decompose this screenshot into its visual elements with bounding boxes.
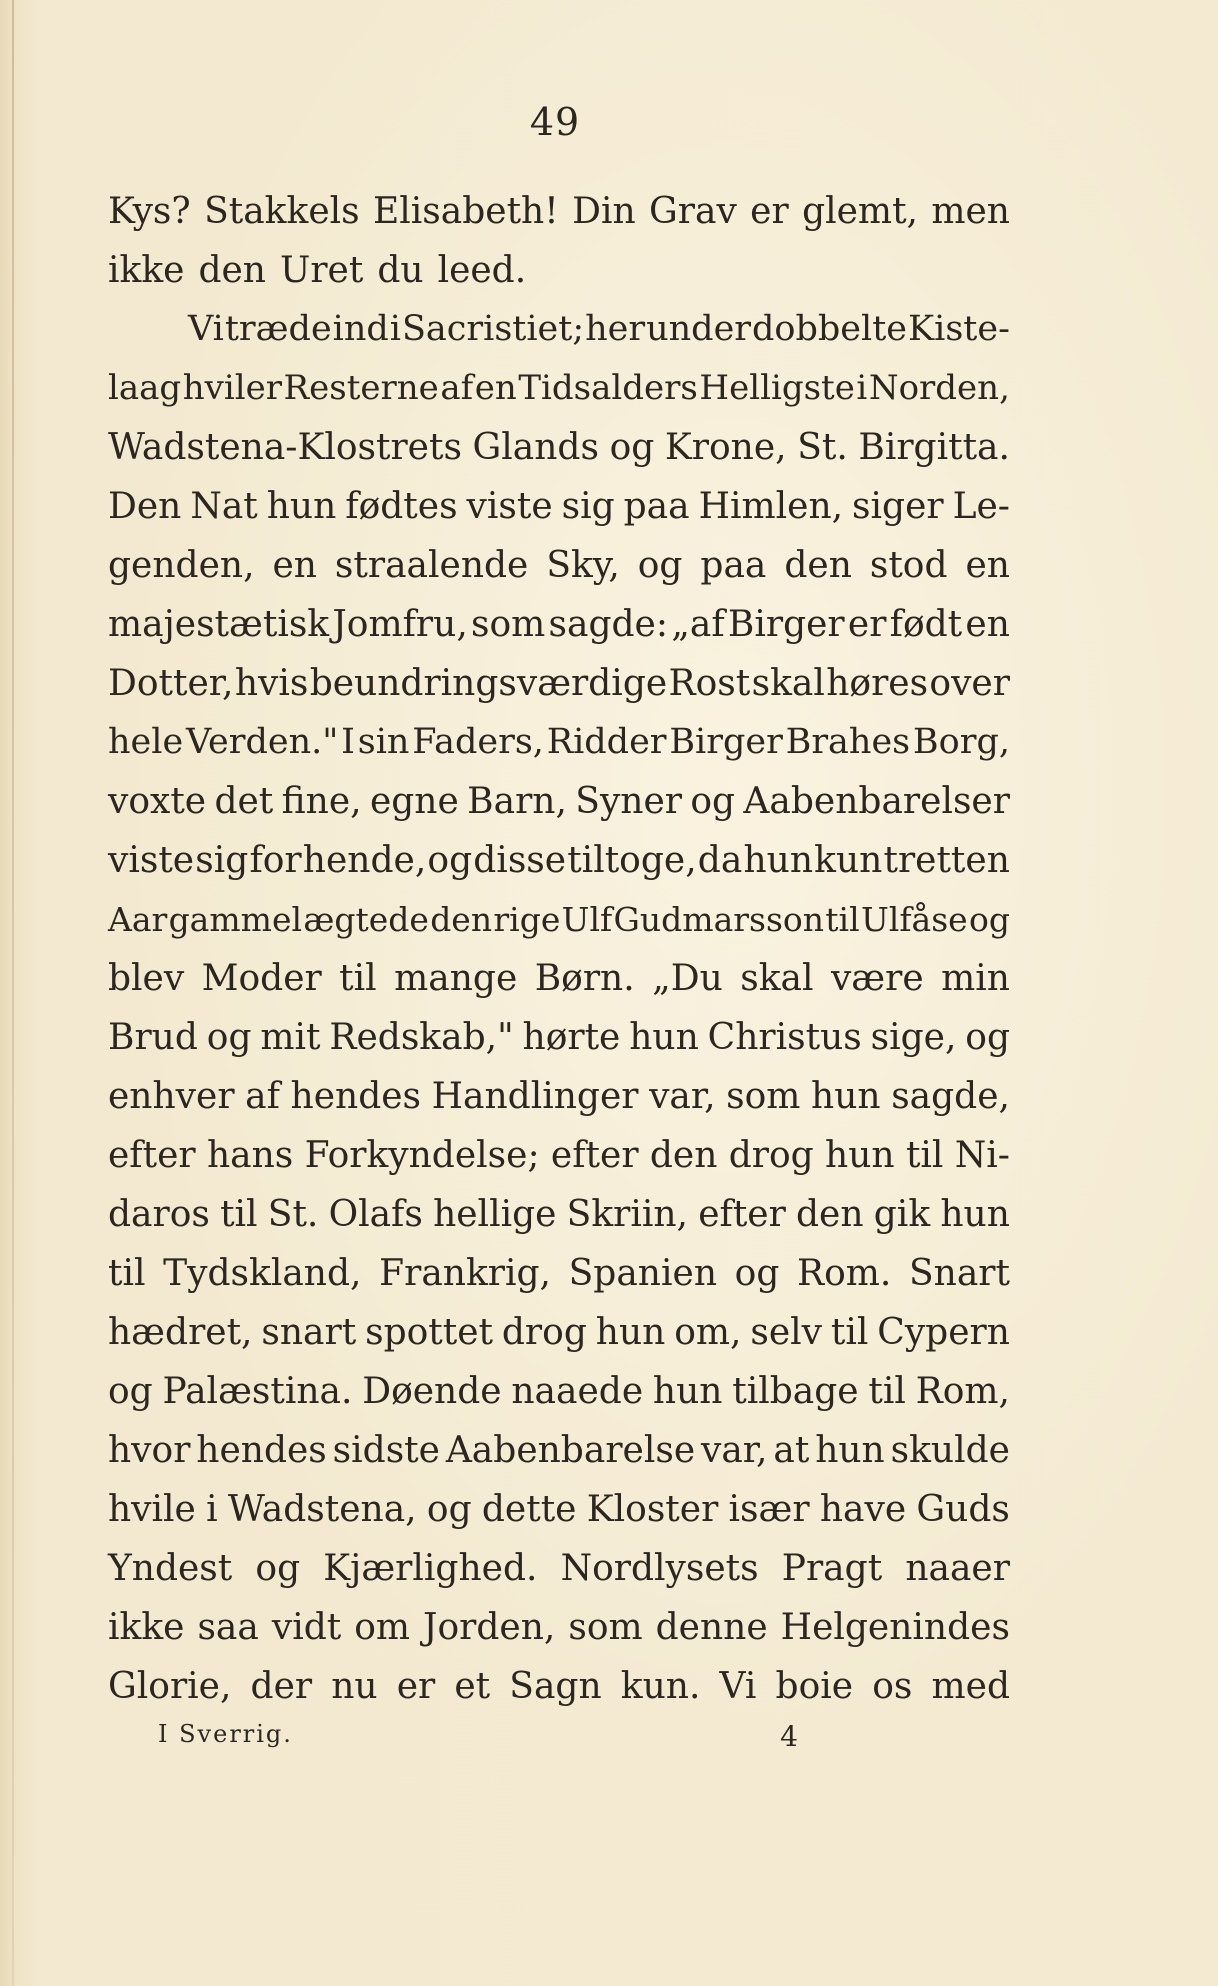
word: mit	[260, 1017, 321, 1058]
word: hviler	[182, 368, 282, 408]
word: hun	[629, 1017, 699, 1058]
word: hædret,	[108, 1312, 253, 1353]
word: Stakkels	[204, 191, 360, 232]
text-line	[108, 182, 1010, 241]
word: den	[649, 1135, 718, 1176]
word: at	[773, 1430, 810, 1471]
word: som	[726, 1076, 801, 1117]
word: og	[637, 545, 683, 586]
word: tretten	[883, 840, 1010, 881]
word: denne	[655, 1607, 768, 1648]
word: egne	[369, 781, 459, 822]
text-line	[108, 1598, 1010, 1657]
word: af	[440, 368, 474, 408]
word: Sagn	[509, 1666, 602, 1707]
word: Vi	[719, 1666, 757, 1707]
word: Forkyndelse;	[304, 1135, 540, 1176]
word: Brahes	[785, 722, 911, 762]
text-line	[108, 595, 1010, 654]
word: sin	[357, 722, 410, 762]
word: det	[214, 781, 274, 822]
page-footer	[158, 1720, 798, 1753]
word: Palæstina.	[162, 1371, 353, 1412]
text-line	[108, 1303, 1010, 1362]
word: og	[968, 900, 1010, 939]
text-line	[108, 241, 1010, 300]
text-line	[108, 1539, 1010, 1598]
word: i	[206, 1489, 218, 1530]
word: den	[430, 900, 493, 939]
word: ikke	[108, 1607, 185, 1648]
word: under	[646, 309, 752, 349]
word: Verden."	[185, 722, 339, 762]
word: viste	[108, 840, 195, 881]
word: Himlen,	[698, 486, 844, 527]
word: sig	[561, 486, 615, 527]
word: Gudmarsson	[613, 900, 825, 939]
word: viste	[466, 486, 553, 527]
word: St.	[267, 1194, 319, 1235]
word: Faders,	[412, 722, 544, 762]
word: tiltoge,	[567, 840, 697, 881]
word: Rost	[668, 663, 751, 704]
word: Syner	[575, 781, 682, 822]
word: Tidsalders	[518, 368, 698, 408]
text-line	[108, 359, 1010, 418]
signature-number: 4	[780, 1720, 798, 1753]
word: kun	[814, 840, 883, 881]
word: med	[931, 1666, 1010, 1707]
word: Uret	[280, 250, 364, 291]
word: Børn.	[534, 958, 635, 999]
word: vidt	[271, 1607, 342, 1648]
word: Ridder	[546, 722, 667, 762]
word: efter	[698, 1194, 786, 1235]
word: leed.	[437, 250, 527, 291]
word: var,	[649, 1076, 716, 1117]
word: en	[272, 545, 317, 586]
text-line	[108, 1362, 1010, 1421]
word: og	[426, 1489, 472, 1530]
word: gammel	[168, 900, 303, 939]
word: Ulf	[561, 900, 613, 939]
word: Aabenbarelse	[445, 1430, 696, 1471]
word: et	[454, 1666, 491, 1707]
word: rige	[493, 900, 561, 939]
word: tilbage	[732, 1371, 859, 1412]
text-line	[108, 949, 1010, 1008]
word: Kloster	[586, 1489, 719, 1530]
word: disse	[473, 840, 567, 881]
word: af	[245, 1076, 280, 1117]
word: en	[965, 604, 1010, 645]
word: sige,	[870, 1017, 957, 1058]
signature-mark: I Sverrig.	[158, 1720, 293, 1748]
word: da	[697, 840, 743, 881]
word: Le-	[952, 486, 1010, 527]
body-text	[108, 182, 1010, 1716]
text-line	[108, 772, 1010, 831]
word: Guds	[916, 1489, 1010, 1530]
word: en	[474, 368, 517, 408]
word: „Du	[652, 958, 723, 999]
word: i	[389, 309, 401, 349]
word: der	[250, 1666, 313, 1707]
word: hvis	[234, 663, 309, 704]
word: I	[341, 722, 355, 762]
word: Aabenbarelser	[743, 781, 1010, 822]
word: kun.	[620, 1666, 701, 1707]
word: Vi	[188, 309, 224, 349]
word: født	[889, 604, 963, 645]
text-line	[108, 1126, 1010, 1185]
word: men	[931, 191, 1010, 232]
text-line	[108, 831, 1010, 890]
word: enhver	[108, 1076, 235, 1117]
word: træde	[224, 309, 332, 349]
word: Dotter,	[108, 663, 234, 704]
word: Yndest	[108, 1548, 233, 1589]
word: sig	[195, 840, 249, 881]
word: Ulfåse	[860, 900, 968, 939]
word: til	[825, 900, 860, 939]
word: paa	[623, 486, 690, 527]
word: Aar	[108, 900, 168, 939]
word: her	[585, 309, 646, 349]
word: fine,	[281, 781, 362, 822]
word: genden,	[108, 545, 255, 586]
word: hans	[206, 1135, 294, 1176]
word: Resterne	[283, 368, 439, 408]
word: Norden,	[868, 368, 1010, 408]
word: Birgitta.	[858, 427, 1010, 468]
word: som	[568, 1607, 643, 1648]
word: til	[868, 1371, 906, 1412]
word: skal	[740, 958, 814, 999]
word: og	[609, 427, 655, 468]
word: paa	[700, 545, 767, 586]
word: ind	[332, 309, 389, 349]
word: boie	[775, 1666, 854, 1707]
word: hun	[811, 1076, 881, 1117]
word: er	[750, 191, 789, 232]
word: til	[339, 958, 377, 999]
word: laag	[108, 368, 182, 408]
word: hendes	[196, 1430, 327, 1471]
word: i	[856, 368, 868, 408]
word: naaer	[905, 1548, 1010, 1589]
word: Kys?	[108, 191, 191, 232]
word: og	[108, 1371, 153, 1412]
word: om,	[674, 1312, 742, 1353]
word: sagde:	[548, 604, 668, 645]
word: majestætisk	[108, 604, 330, 645]
word: Ni-	[954, 1135, 1010, 1176]
word: fødtes	[345, 486, 458, 527]
word: skal	[751, 663, 825, 704]
word: Olafs	[328, 1194, 423, 1235]
word: Nat	[190, 486, 258, 527]
word: og	[965, 1017, 1010, 1058]
word: var,	[701, 1430, 768, 1471]
word: voxte	[108, 781, 207, 822]
word: til	[905, 1135, 944, 1176]
word: saa	[197, 1607, 259, 1648]
word: Christus	[707, 1017, 862, 1058]
word: især	[728, 1489, 810, 1530]
word: Redskab,"	[329, 1017, 514, 1058]
word: høres	[826, 663, 929, 704]
word: gik	[873, 1194, 931, 1235]
word: Helligste	[699, 368, 855, 408]
word: Krone,	[664, 427, 787, 468]
word: Frankrig,	[379, 1253, 551, 1294]
word: Wadstena-Klostrets	[108, 427, 462, 468]
word: efter	[550, 1135, 639, 1176]
word: straalende	[334, 545, 529, 586]
word: have	[819, 1489, 907, 1530]
word: Sky,	[546, 545, 620, 586]
text-line	[108, 536, 1010, 595]
word: min	[941, 958, 1010, 999]
word: nu	[331, 1666, 378, 1707]
word: om	[354, 1607, 411, 1648]
word: Skriin,	[566, 1194, 688, 1235]
word: den	[198, 250, 266, 291]
word: en	[965, 545, 1010, 586]
word: sidste	[332, 1430, 440, 1471]
word: efter	[108, 1135, 196, 1176]
word: ikke	[108, 250, 185, 291]
word: Kjærlighed.	[323, 1548, 538, 1589]
word: Helgenindes	[780, 1607, 1010, 1648]
word: Din	[572, 191, 636, 232]
word: Jomfru,	[332, 604, 468, 645]
word: naaede	[511, 1371, 644, 1412]
word: Glorie,	[108, 1666, 232, 1707]
word: Handlinger	[431, 1076, 639, 1117]
word: som	[471, 604, 546, 645]
word: for	[249, 840, 302, 881]
word: sagde,	[891, 1076, 1010, 1117]
word: Snart	[909, 1253, 1010, 1294]
word: Grav	[649, 191, 737, 232]
word: „af	[671, 604, 725, 645]
word: Rom.	[797, 1253, 892, 1294]
word: over	[929, 663, 1010, 704]
word: dette	[481, 1489, 577, 1530]
word: Tydskland,	[163, 1253, 362, 1294]
word: drog	[501, 1312, 587, 1353]
word: være	[830, 958, 924, 999]
text-line	[108, 1244, 1010, 1303]
page-number: 49	[529, 100, 581, 144]
word: hørte	[522, 1017, 621, 1058]
text-line	[108, 300, 1010, 359]
word: Sacristiet;	[401, 309, 585, 349]
word: den	[784, 545, 852, 586]
text-line	[108, 1008, 1010, 1067]
word: hun	[825, 1135, 895, 1176]
word: hendes	[290, 1076, 422, 1117]
word: og	[255, 1548, 301, 1589]
word: Elisabeth!	[372, 191, 559, 232]
word: hvor	[108, 1430, 191, 1471]
word: til	[220, 1194, 258, 1235]
word: Rom,	[915, 1371, 1010, 1412]
text-line	[108, 418, 1010, 477]
word: St.	[797, 427, 848, 468]
word: beundringsværdige	[309, 663, 668, 704]
word: Borg,	[912, 722, 1010, 762]
word: snart	[261, 1312, 357, 1353]
word: Moder	[201, 958, 322, 999]
text-line	[108, 477, 1010, 536]
word: Glands	[472, 427, 599, 468]
word: drog	[728, 1135, 814, 1176]
word: Birger	[727, 604, 845, 645]
word: hellige	[433, 1194, 557, 1235]
word: hun	[815, 1430, 885, 1471]
word: hvile	[108, 1489, 196, 1530]
word: Cypern	[877, 1312, 1010, 1353]
word: stod	[869, 545, 948, 586]
word: den	[796, 1194, 864, 1235]
word: til	[108, 1253, 146, 1294]
word: Birger	[669, 722, 783, 762]
word: hun	[743, 840, 814, 881]
word: er	[847, 604, 887, 645]
word: Barn,	[467, 781, 567, 822]
text-line	[108, 1421, 1010, 1480]
word: os	[872, 1666, 913, 1707]
word: daros	[108, 1194, 210, 1235]
word: Brud	[108, 1017, 198, 1058]
page-gutter	[12, 0, 14, 1986]
word: hende,	[302, 840, 427, 881]
word: og	[427, 840, 473, 881]
word: du	[377, 250, 424, 291]
word: ægtede	[303, 900, 429, 939]
word: glemt,	[802, 191, 918, 232]
word: Nordlysets	[560, 1548, 759, 1589]
word: mange	[394, 958, 518, 999]
word: Kiste-	[907, 309, 1010, 349]
word: Døende	[362, 1371, 502, 1412]
word: og	[690, 781, 736, 822]
text-line	[108, 890, 1010, 949]
word: og	[734, 1253, 780, 1294]
word: er	[396, 1666, 436, 1707]
text-line	[108, 1185, 1010, 1244]
word: dobbelte	[752, 309, 907, 349]
word: Wadstena,	[227, 1489, 417, 1530]
word: til	[830, 1312, 869, 1353]
word: Spanien	[568, 1253, 717, 1294]
word: Pragt	[781, 1548, 883, 1589]
text-line	[108, 654, 1010, 713]
word: og	[206, 1017, 252, 1058]
word: hun	[595, 1312, 666, 1353]
word: selv	[750, 1312, 823, 1353]
word: spottet	[365, 1312, 493, 1353]
text-line	[108, 713, 1010, 772]
text-line	[108, 1657, 1010, 1716]
word: hun	[940, 1194, 1010, 1235]
word: hun	[652, 1371, 723, 1412]
word: siger	[852, 486, 944, 527]
word: Jorden,	[423, 1607, 556, 1648]
text-line	[108, 1067, 1010, 1126]
word: Den	[108, 486, 182, 527]
word: hun	[266, 486, 337, 527]
word: skulde	[890, 1430, 1010, 1471]
text-line	[108, 1480, 1010, 1539]
word: blev	[108, 958, 185, 999]
word: hele	[108, 722, 184, 762]
